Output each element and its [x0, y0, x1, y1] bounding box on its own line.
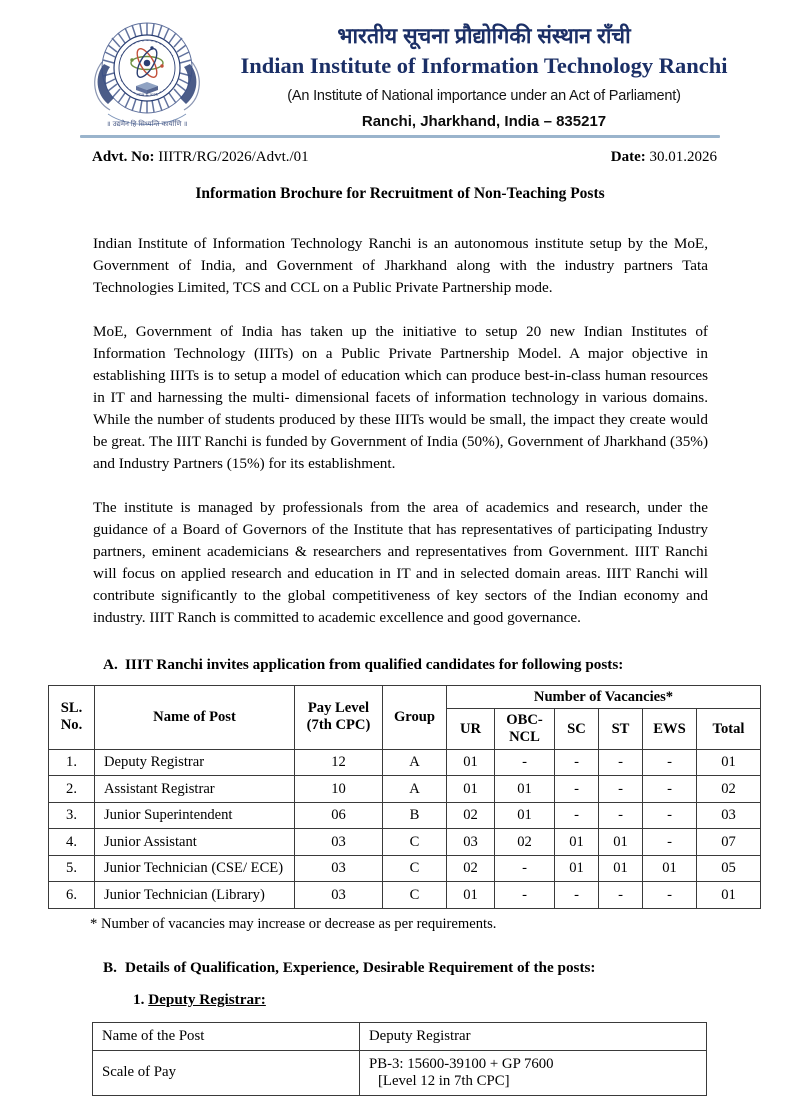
- header-sl-no: [49, 685, 95, 749]
- cell-obc: 02: [495, 829, 555, 856]
- section-b-item-number: 1.: [133, 990, 145, 1008]
- cell-pay: 06: [295, 802, 383, 829]
- cell-post: Assistant Registrar: [95, 776, 295, 803]
- detail-value-line2: [Level 12 in 7th CPC]: [378, 1072, 510, 1089]
- cell-ews: -: [643, 749, 697, 776]
- cell-sl: 6.: [49, 882, 95, 909]
- header-obc-line2: NCL: [509, 729, 540, 746]
- cell-sc: -: [555, 882, 599, 909]
- cell-sc: -: [555, 802, 599, 829]
- paragraph-1: Indian Institute of Information Technology Ranchi is an autonomous institute setup by the MoE, Government of India, and Government of Jharkhand along with the industry partners Tata Technologies Limited, TCS and CCL on a Public Private Partnership mode.: [93, 235, 708, 297]
- brochure-title: Information Brochure for Recruitment of Non-Teaching Posts: [195, 185, 605, 202]
- cell-ews: -: [643, 776, 697, 803]
- advt-date: [611, 149, 717, 166]
- cell-ur: 02: [447, 802, 495, 829]
- advt-number-value: IIITR/RG/2026/Advt./01: [158, 149, 309, 165]
- section-b-item-heading: [0, 991, 800, 1009]
- header-name-of-post: Name of Post: [95, 685, 295, 749]
- cell-ews: -: [643, 802, 697, 829]
- cell-total: 03: [697, 802, 761, 829]
- vacancy-table-zone: [0, 685, 800, 909]
- post-detail-table: [92, 1022, 707, 1096]
- advt-number-label: Advt. No:: [92, 149, 155, 165]
- cell-ur: 01: [447, 882, 495, 909]
- table-row: [93, 1022, 707, 1050]
- cell-sl: 2.: [49, 776, 95, 803]
- cell-obc: -: [495, 749, 555, 776]
- title-english: Indian Institute of Information Technology Ranchi: [240, 53, 728, 79]
- cell-post: Junior Technician (Library): [95, 882, 295, 909]
- cell-group: C: [383, 882, 447, 909]
- detail-value-line1: PB-3: 15600-39100 + GP 7600: [369, 1055, 554, 1072]
- header-pay-line1: Pay Level: [307, 700, 370, 717]
- cell-total: 01: [697, 749, 761, 776]
- cell-total: 07: [697, 829, 761, 856]
- cell-ur: 01: [447, 776, 495, 803]
- header-pay-line2: (7th CPC): [306, 717, 371, 734]
- detail-value-line1: Deputy Registrar: [369, 1027, 471, 1044]
- vacancy-footnote: * Number of vacancies may increase or decrease as per requirements.: [90, 915, 497, 932]
- cell-st: 01: [599, 855, 643, 882]
- section-b-heading: [0, 959, 800, 977]
- header-ews: EWS: [643, 709, 697, 750]
- header-number-of-vacancies: Number of Vacancies*: [447, 685, 761, 709]
- body-copy: [0, 233, 800, 630]
- cell-pay: 12: [295, 749, 383, 776]
- table-row: [49, 802, 761, 829]
- cell-obc: -: [495, 882, 555, 909]
- cell-ews: -: [643, 829, 697, 856]
- table-row: [49, 749, 761, 776]
- cell-obc: 01: [495, 776, 555, 803]
- advt-number: [92, 149, 309, 166]
- cell-sc: -: [555, 776, 599, 803]
- cell-group: B: [383, 802, 447, 829]
- institute-subtitle: (An Institute of National importance under an Act of Parliament): [287, 88, 681, 105]
- institute-logo: [72, 12, 222, 132]
- vacancy-table-head: [49, 685, 761, 749]
- cell-obc: -: [495, 855, 555, 882]
- section-a-letter: A.: [103, 655, 118, 673]
- cell-obc: 01: [495, 802, 555, 829]
- title-hindi: भारतीय सूचना प्रौद्योगिकी संस्थान राँची: [337, 24, 631, 48]
- cell-post: Junior Assistant: [95, 829, 295, 856]
- cell-sc: 01: [555, 829, 599, 856]
- header-group: Group: [383, 685, 447, 749]
- cell-pay: 03: [295, 855, 383, 882]
- cell-pay: 03: [295, 829, 383, 856]
- vacancy-table: [48, 685, 761, 909]
- table-row: [49, 776, 761, 803]
- cell-ur: 02: [447, 855, 495, 882]
- table-row: [49, 855, 761, 882]
- detail-value: [360, 1050, 707, 1095]
- cell-ur: 03: [447, 829, 495, 856]
- cell-ur: 01: [447, 749, 495, 776]
- cell-group: A: [383, 749, 447, 776]
- cell-total: 02: [697, 776, 761, 803]
- post-detail-zone: [0, 1022, 800, 1096]
- cell-group: C: [383, 829, 447, 856]
- detail-value: [360, 1022, 707, 1050]
- section-a-heading: [0, 656, 800, 674]
- advt-date-label: Date:: [610, 149, 646, 165]
- header-sc: SC: [555, 709, 599, 750]
- cell-post: Deputy Registrar: [95, 749, 295, 776]
- cell-st: -: [599, 802, 643, 829]
- header-sl-line2: No.: [60, 717, 83, 734]
- cell-pay: 10: [295, 776, 383, 803]
- paragraph-3: The institute is managed by professionals from the area of academics and research, under the guidance of a Board of Governors of the Institute that has representatives of participating Industry partners, eminent academicians & researchers and representatives from Government. IIIT Ranchi will focus on applied research and education in IT and in selected domain areas. IIIT Ranchi will contribute significantly to the global competitiveness of key sectors of the Indian economy and industry. IIIT Ranch is committed to academic excellence and good governance.: [93, 499, 708, 627]
- cell-post: Junior Technician (CSE/ ECE): [95, 855, 295, 882]
- header-obc-line1: OBC-: [506, 712, 543, 729]
- institute-address: Ranchi, Jharkhand, India – 835217: [361, 113, 607, 131]
- section-b-heading-text: Details of Qualification, Experience, Desirable Requirement of the posts:: [125, 958, 596, 976]
- cell-sc: 01: [555, 855, 599, 882]
- table-row: [49, 829, 761, 856]
- paragraph-2: MoE, Government of India has taken up the initiative to setup 20 new Indian Institutes of Information Technology (IIITs) on a Public Private Partnership Model. A major objective in establishing IIITs is to setup a model of education which can produce best-in-class human resources in IT and harnessing the multi- dimensional facets of information technology in various domains. While the number of students produced by these IIITs would be small, the impact they create would be great. The IIIT Ranchi is funded by Government of India (50%), Government of Jharkhand (35%) and Industry Partners (15%) for its establishment.: [93, 323, 708, 473]
- section-b-letter: B.: [103, 958, 117, 976]
- table-row: [93, 1050, 707, 1095]
- cell-sl: 1.: [49, 749, 95, 776]
- cell-total: 05: [697, 855, 761, 882]
- letterhead: [0, 0, 800, 131]
- cell-sl: 3.: [49, 802, 95, 829]
- header-ur: UR: [447, 709, 495, 750]
- advertisement-meta: [0, 138, 800, 166]
- header-total: Total: [697, 709, 761, 750]
- section-a-heading-text: IIIT Ranchi invites application from qualified candidates for following posts:: [125, 655, 624, 673]
- advt-date-value: 30.01.2026: [649, 149, 717, 165]
- table-row: [49, 882, 761, 909]
- vacancy-table-body: [49, 749, 761, 908]
- emblem-icon: [88, 16, 206, 132]
- cell-group: A: [383, 776, 447, 803]
- institute-titles: [216, 12, 760, 130]
- cell-pay: 03: [295, 882, 383, 909]
- cell-group: C: [383, 855, 447, 882]
- cell-ews: -: [643, 882, 697, 909]
- header-pay-level: [295, 685, 383, 749]
- header-sl-line1: SL.: [60, 700, 83, 717]
- svg-text:SINCE 2016: SINCE 2016: [136, 92, 158, 97]
- cell-ews: 01: [643, 855, 697, 882]
- cell-total: 01: [697, 882, 761, 909]
- section-b-item-title: Deputy Registrar:: [148, 990, 266, 1008]
- cell-sl: 5.: [49, 855, 95, 882]
- cell-st: -: [599, 749, 643, 776]
- table-header-row-1: [49, 685, 761, 709]
- svg-text:॥ उद्यमेन हि सिध्यन्ति कार्याण: ॥ उद्यमेन हि सिध्यन्ति कार्याणि ॥: [106, 121, 188, 128]
- detail-label: Name of the Post: [93, 1022, 360, 1050]
- cell-post: Junior Superintendent: [95, 802, 295, 829]
- header-st: ST: [599, 709, 643, 750]
- cell-sl: 4.: [49, 829, 95, 856]
- cell-st: -: [599, 882, 643, 909]
- cell-st: -: [599, 776, 643, 803]
- header-obc-ncl: [495, 709, 555, 750]
- post-detail-body: [93, 1022, 707, 1095]
- cell-st: 01: [599, 829, 643, 856]
- cell-sc: -: [555, 749, 599, 776]
- detail-label: Scale of Pay: [93, 1050, 360, 1095]
